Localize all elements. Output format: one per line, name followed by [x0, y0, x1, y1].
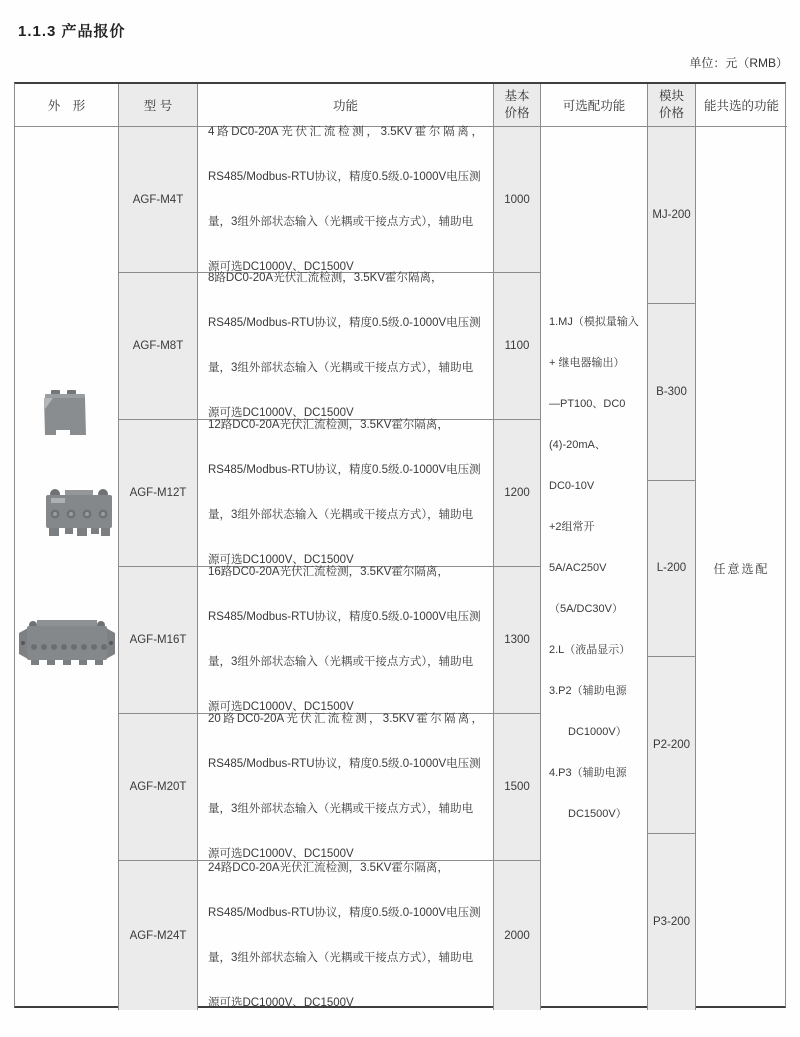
function-cell: [198, 567, 494, 714]
function-line: 20路DC0-20A光伏汇流检测，3.5KV霍尔隔离，: [208, 713, 483, 725]
function-cell: [198, 861, 494, 1010]
function-line: 量，3组外部状态输入（光耦或干接点方式），辅助电: [208, 362, 474, 374]
header-module-price: [648, 84, 696, 127]
model-cell: AGF-M12T: [119, 420, 198, 567]
header-shared-functions: 能共选的功能: [696, 84, 787, 127]
header-base-price-line2: 价格: [504, 106, 530, 120]
function-line: 量，3组外部状态输入（光耦或干接点方式），辅助电: [208, 803, 474, 815]
base-price-cell: 1500: [494, 714, 541, 861]
function-line: 源可选DC1000V、DC1500V: [208, 848, 354, 860]
function-line: 4路DC0-20A光伏汇流检测，3.5KV霍尔隔离，: [208, 125, 483, 138]
module-price-column: [648, 127, 696, 1010]
product-photo-wide-24-channel-icon: [19, 619, 115, 667]
section-title: 1.1.3 产品报价: [18, 23, 126, 40]
function-line: RS485/Modbus-RTU协议，精度0.5级.0-1000V电压测: [208, 317, 481, 329]
optional-line: 2.L（液晶显示）: [549, 644, 631, 656]
base-price-cell: 1000: [494, 127, 541, 273]
header-module-price-line2: 价格: [658, 106, 684, 120]
appearance-cell: [15, 127, 119, 1010]
function-line: RS485/Modbus-RTU协议，精度0.5级.0-1000V电压测: [208, 758, 481, 770]
header-appearance: 外 形: [15, 84, 119, 127]
function-line: 量，3组外部状态输入（光耦或干接点方式），辅助电: [208, 509, 474, 521]
base-price-cell: 1300: [494, 567, 541, 714]
optional-line: 3.P2（辅助电源: [549, 685, 627, 697]
header-module-price-line1: 模块: [658, 89, 684, 103]
shared-functions-cell: 任意选配: [713, 562, 770, 576]
function-cell: [198, 420, 494, 567]
optional-line: 4.P3（辅助电源: [549, 767, 627, 779]
optional-line: DC1500V）: [568, 808, 627, 820]
base-price-cell: 1100: [494, 273, 541, 420]
optional-functions-cell: [541, 127, 648, 1010]
function-line: RS485/Modbus-RTU协议，精度0.5级.0-1000V电压测: [208, 170, 481, 183]
module-price-cell: L-200: [648, 481, 695, 658]
function-line: RS485/Modbus-RTU协议，精度0.5级.0-1000V电压测: [208, 906, 481, 919]
header-base-price-line1: 基本: [504, 89, 530, 103]
header-function: 功能: [198, 84, 494, 127]
optional-line: (4)-20mA、: [549, 439, 606, 451]
base-price-cell: 2000: [494, 861, 541, 1010]
optional-line: —PT100、DC0: [549, 398, 626, 410]
base-price-cell: 1200: [494, 420, 541, 567]
function-line: 12路DC0-20A光伏汇流检测，3.5KV霍尔隔离，: [208, 419, 449, 431]
function-line: RS485/Modbus-RTU协议，精度0.5级.0-1000V电压测: [208, 464, 481, 476]
optional-line: + 继电器输出）: [549, 357, 625, 369]
module-price-cell: B-300: [648, 304, 695, 481]
model-cell: AGF-M24T: [119, 861, 198, 1010]
optional-line: DC1000V）: [568, 726, 627, 738]
header-base-price: [494, 84, 541, 127]
function-line: 量，3组外部状态输入（光耦或干接点方式），辅助电: [208, 215, 474, 228]
model-cell: AGF-M4T: [119, 127, 198, 273]
function-cell: [198, 127, 494, 273]
model-cell: AGF-M20T: [119, 714, 198, 861]
unit-note: 单位：元（RMB）: [689, 56, 788, 70]
function-line: 量，3组外部状态输入（光耦或干接点方式），辅助电: [208, 656, 474, 668]
product-photo-side-view-icon: [36, 389, 92, 443]
header-model: 型 号: [119, 84, 198, 127]
optional-line: 5A/AC250V: [549, 562, 607, 574]
model-cell: AGF-M16T: [119, 567, 198, 714]
optional-line: DC0-10V: [549, 480, 595, 492]
module-price-cell: P3-200: [648, 834, 695, 1010]
optional-line: +2组常开: [549, 521, 595, 533]
function-line: 8路DC0-20A光伏汇流检测，3.5KV霍尔隔离，: [208, 272, 443, 284]
header-optional-functions: 可选配功能: [541, 84, 648, 127]
function-line: 24路DC0-20A光伏汇流检测，3.5KV霍尔隔离，: [208, 861, 449, 874]
function-line: 源可选DC1000V、DC1500V: [208, 554, 354, 566]
function-line: 量，3组外部状态输入（光耦或干接点方式），辅助电: [208, 951, 474, 964]
optional-line: （5A/DC30V）: [549, 603, 623, 615]
function-line: 源可选DC1000V、DC1500V: [208, 407, 354, 419]
function-line: RS485/Modbus-RTU协议，精度0.5级.0-1000V电压测: [208, 611, 481, 623]
module-price-cell: MJ-200: [648, 127, 695, 304]
function-cell: [198, 714, 494, 861]
product-price-table: [14, 82, 786, 1008]
optional-line: 1.MJ（模拟量输入: [549, 316, 639, 328]
function-line: 源可选DC1000V、DC1500V: [208, 260, 354, 273]
model-cell: AGF-M8T: [119, 273, 198, 420]
product-photo-4-channel-icon: [45, 487, 113, 539]
module-price-cell: P2-200: [648, 657, 695, 834]
function-line: 源可选DC1000V、DC1500V: [208, 996, 354, 1009]
function-line: 16路DC0-20A光伏汇流检测，3.5KV霍尔隔离，: [208, 566, 449, 578]
function-line: 源可选DC1000V、DC1500V: [208, 701, 354, 713]
function-cell: [198, 273, 494, 420]
